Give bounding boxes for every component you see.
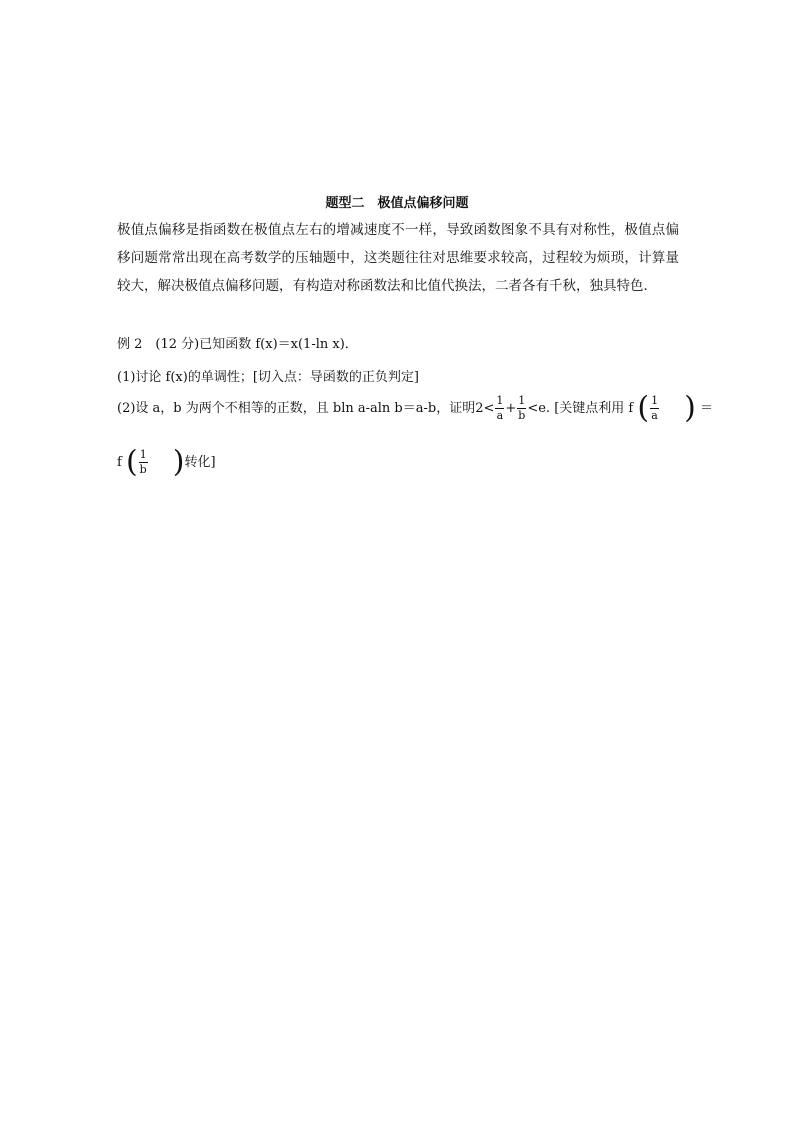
fraction-numerator: 1 — [139, 448, 147, 461]
example-heading: 例 2 (12 分)已知函数 f(x)＝x(1-ln x)． — [117, 337, 358, 352]
f-symbol: f — [117, 455, 122, 470]
fraction-denominator: a — [496, 409, 504, 422]
fraction-one-over-b — [517, 394, 526, 423]
fraction-one-over-a-hint — [650, 394, 659, 423]
fraction-numerator: 1 — [518, 394, 526, 407]
equals-sign: ＝ — [699, 401, 713, 416]
fraction-numerator: 1 — [651, 394, 659, 407]
fraction-one-over-a — [495, 394, 504, 423]
right-paren: ) — [684, 390, 696, 426]
part2-text: (2)设 a，b 为两个不相等的正数，且 bln a-aln b＝a-b，证明2< — [117, 401, 495, 416]
fraction-denominator: b — [518, 409, 526, 422]
fraction-denominator: a — [651, 409, 658, 422]
fraction-numerator: 1 — [496, 394, 504, 407]
intro-paragraph: 极值点偏移是指函数在极值点左右的增减速度不一样，导致函数图象不具有对称性，极值点偏移问题常常出现在高考数学的压轴题中，这类题往往对思维要求较高，过程较为烦琐，计算量较大，解决极值点偏移问题，有构造对称函数法和比值代换法，二者各有千秋，独具特色． — [117, 222, 679, 294]
example-part2-line2 — [117, 444, 216, 480]
fraction-one-over-b-hint — [139, 448, 148, 477]
hint-text: [关键点利用 f — [554, 401, 634, 416]
fraction-denominator: b — [139, 463, 147, 476]
example-part2-line1 — [117, 390, 713, 426]
hint-end: 转化] — [184, 455, 216, 470]
right-paren: ) — [172, 444, 185, 480]
part2-bound: <e. — [527, 401, 551, 416]
section-title: 题型二 极值点偏移问题 — [325, 196, 469, 211]
example-part1: (1)讨论 f(x)的单调性；[切入点：导函数的正负判定] — [117, 370, 419, 385]
plus-sign: + — [505, 401, 517, 416]
left-paren: ( — [637, 390, 650, 426]
left-paren: ( — [125, 444, 138, 480]
